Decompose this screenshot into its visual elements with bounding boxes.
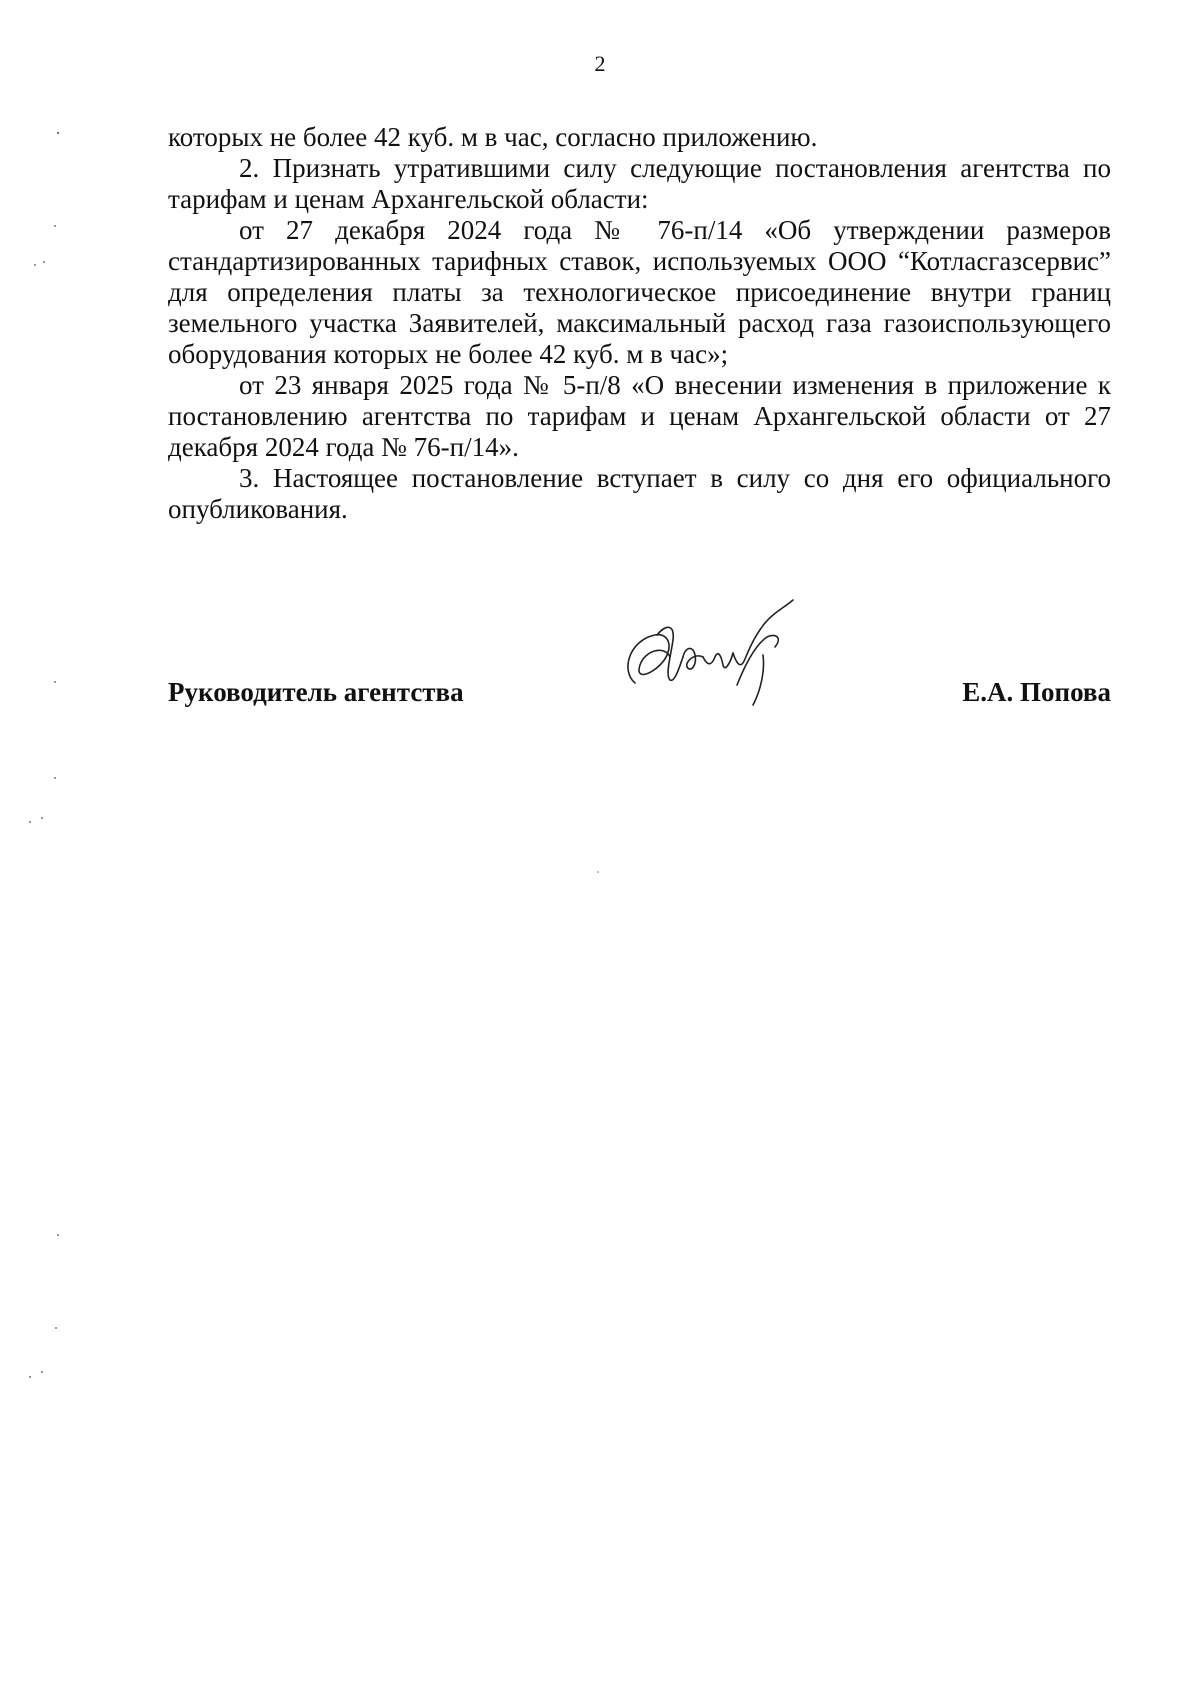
paragraph-continuation: которых не более 42 куб. м в час, согласно приложению.: [168, 122, 818, 152]
paragraph-repealed-resolution-1: от 27 декабря 2024 года № 76-п/14 «Об утверждении размеров стандартизированных тарифных ставок, используемых ООО “Котласгазсервис” для определения платы за технологическое присоединение внутри границ земельного участка Заявителей, максимальный расход газа газоиспользующего оборудования которых не более 42 куб. м в час»;: [168, 215, 1111, 369]
signature-block: [168, 677, 1111, 717]
signatory-title: Руководитель агентства: [168, 677, 464, 707]
document-body: [168, 122, 1111, 525]
page-number: 2: [594, 51, 606, 76]
signatory-name: Е.А. Попова: [962, 677, 1111, 707]
paragraph-item-2: 2. Признать утратившими силу следующие постановления агентства по тарифам и ценам Архангельской области:: [168, 153, 1111, 214]
paragraph-repealed-resolution-2: от 23 января 2025 года № 5-п/8 «О внесении изменения в приложение к постановлению агентства по тарифам и ценам Архангельской области от 27 декабря 2024 года № 76-п/14».: [168, 370, 1111, 462]
paragraph-item-3: 3. Настоящее постановление вступает в силу со дня его официального опубликования.: [168, 463, 1111, 524]
